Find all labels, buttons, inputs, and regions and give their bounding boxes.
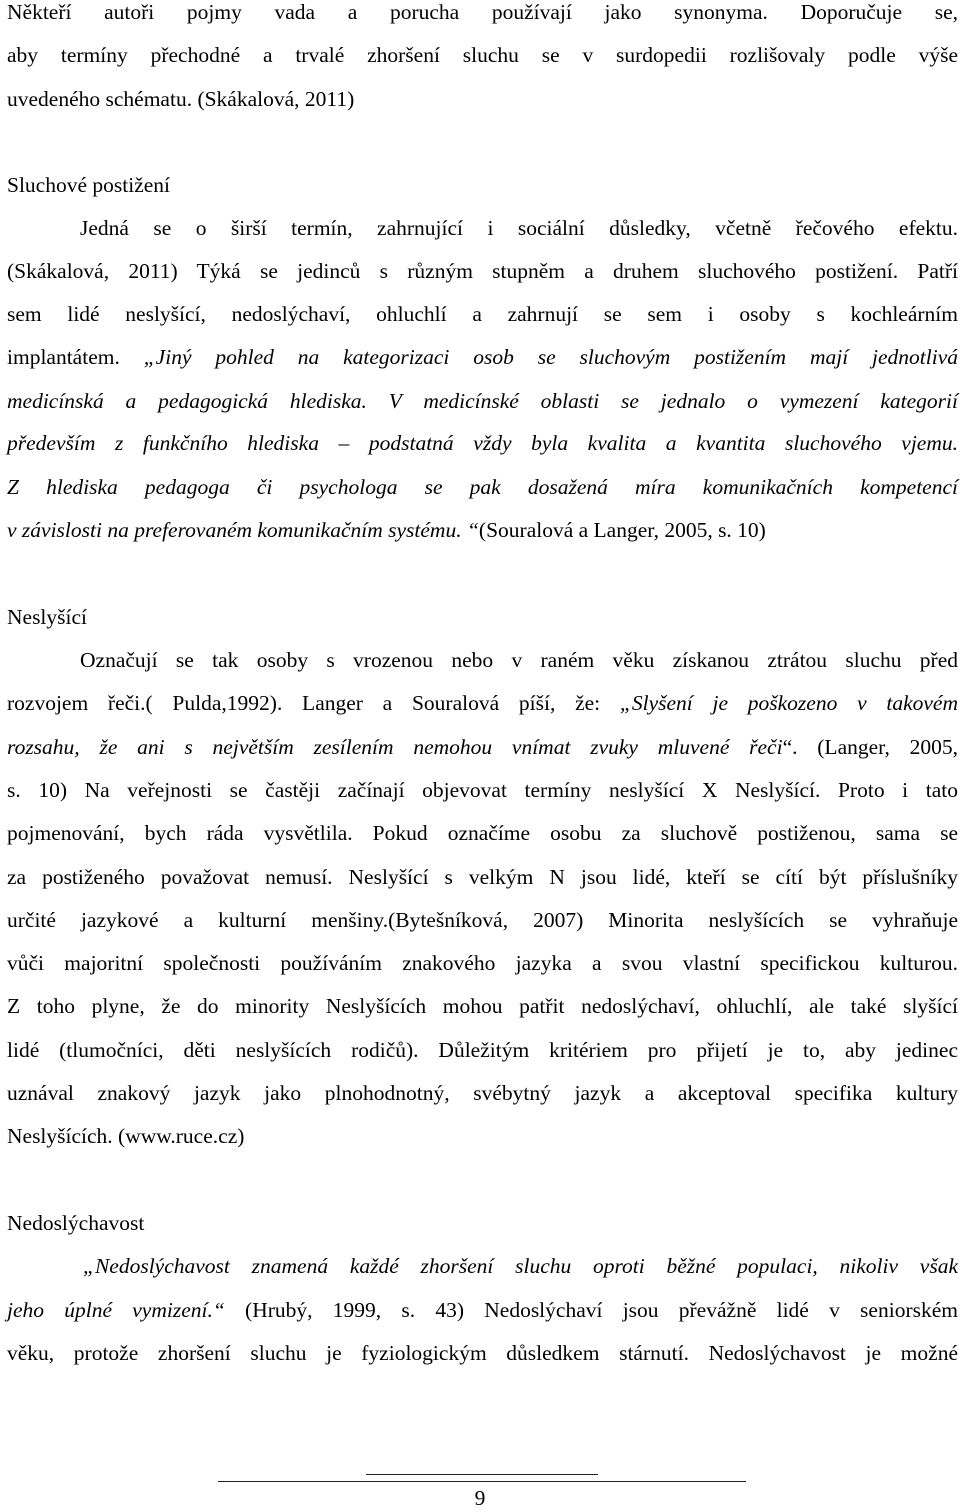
quote-run: v závislosti na preferovaném komunikačním systému. “ — [7, 518, 479, 542]
paragraph-line: Neslyšících. (www.ruce.cz) — [7, 1124, 245, 1148]
text-run: (Hrubý, 1999, s. 43) Nedoslýchaví jsou převážně lidé v seniorském — [224, 1298, 958, 1322]
paragraph-line: uznával znakový jazyk jako plnohodnotný, svébytný jazyk a akceptoval specifika kultury — [7, 1081, 958, 1105]
citation-run: “. (Langer, 2005, — [782, 735, 958, 759]
text-run: rozvojem řeči.( Pulda,1992). Langer a Souralová píší, že: — [7, 691, 620, 715]
quote-run: „Slyšení je poškozeno v takovém — [619, 691, 958, 715]
text-run: implantátem. — [7, 345, 144, 369]
quote-run: V medicínské oblasti se jednalo o vymezení kategorií — [366, 389, 958, 413]
quote-run: rozsahu, že ani s největším zesílením nemohou vnímat zvuky mluvené řeči — [7, 735, 783, 759]
section-heading-neslysici: Neslyšící — [7, 605, 88, 629]
paragraph-line: vůči majoritní společnosti používáním znakového jazyka a svou vlastní specifickou kulturou. — [7, 951, 958, 975]
quote-run: „Jiný pohled na kategorizaci osob se sluchovým postižením mají jednotlivá — [143, 345, 959, 369]
paragraph-line: Z toho plyne, že do minority Neslyšících mohou patřit nedoslýchaví, ohluchlí, ale také slyšící — [7, 994, 958, 1018]
quote-run: jeho úplné vymizení.“ — [7, 1298, 225, 1322]
page-number: 9 — [474, 1486, 486, 1510]
paragraph-line: určité jazykové a kulturní menšiny.(Bytešníková, 2007) Minorita neslyšících se vyhraňuje — [7, 908, 958, 932]
paragraph-line — [7, 732, 958, 762]
paragraph-line — [7, 515, 958, 545]
paragraph-line: sem lidé neslyšící, nedoslýchaví, ohluchlí a zahrnují se sem i osoby s kochleárním — [7, 302, 958, 326]
paragraph-line: uvedeného schématu. (Skákalová, 2011) — [7, 87, 355, 111]
paragraph-line — [7, 688, 958, 718]
footer-divider — [218, 1481, 746, 1482]
paragraph-line: za postiženého považovat nemusí. Neslyšící s velkým N jsou lidé, kteří se cítí být příslušníky — [7, 865, 958, 889]
paragraph-line: Označují se tak osoby s vrozenou nebo v raném věku získanou ztrátou sluchu před — [80, 648, 958, 672]
paragraph-line: pojmenování, bych ráda vysvětlila. Pokud označíme osobu za sluchově postiženou, sama se — [7, 821, 958, 845]
paragraph-line — [7, 472, 958, 502]
paragraph-line: s. 10) Na veřejnosti se častěji začínají objevovat termíny neslyšící X Neslyšící. Proto i tato — [7, 778, 958, 802]
footer-divider — [366, 1474, 598, 1475]
paragraph-line: aby termíny přechodné a trvalé zhoršení sluchu se v surdopedii rozlišovaly podle výše — [7, 43, 958, 67]
quote-run: Z hlediska pedagoga či psychologa se pak dosažená míra komunikačních kompetencí — [7, 475, 958, 499]
paragraph-line: věku, protože zhoršení sluchu je fyziologickým důsledkem stárnutí. Nedoslýchavost je možné — [7, 1341, 958, 1365]
section-heading-sluchove-postizeni: Sluchové postižení — [7, 173, 171, 197]
paragraph-line — [7, 342, 958, 372]
quote-run: medicínská a pedagogická hlediska. — [7, 389, 367, 413]
paragraph-line — [7, 386, 958, 416]
paragraph-line — [7, 1251, 958, 1281]
paragraph-line: Někteří autoři pojmy vada a porucha používají jako synonyma. Doporučuje se, — [7, 0, 958, 24]
paragraph-line: (Skákalová, 2011) Týká se jedinců s různým stupněm a druhem sluchového postižení. Patří — [7, 259, 958, 283]
section-heading-nedoslychavost: Nedoslýchavost — [7, 1211, 145, 1235]
paragraph-line: Jedná se o širší termín, zahrnující i sociální důsledky, včetně řečového efektu. — [80, 216, 958, 240]
quote-run: „Nedoslýchavost znamená každé zhoršení sluchu oproti běžné populaci, nikoliv však — [83, 1254, 958, 1278]
quote-run: především z funkčního hlediska – podstatná vždy byla kvalita a kvantita sluchového vjemu. — [7, 431, 958, 455]
paragraph-line — [7, 428, 958, 458]
paragraph-line: lidé (tlumočníci, děti neslyšících rodičů). Důležitým kritériem pro přijetí je to, aby jedinec — [7, 1038, 958, 1062]
citation-run: (Souralová a Langer, 2005, s. 10) — [478, 518, 766, 542]
paragraph-line — [7, 1295, 958, 1325]
